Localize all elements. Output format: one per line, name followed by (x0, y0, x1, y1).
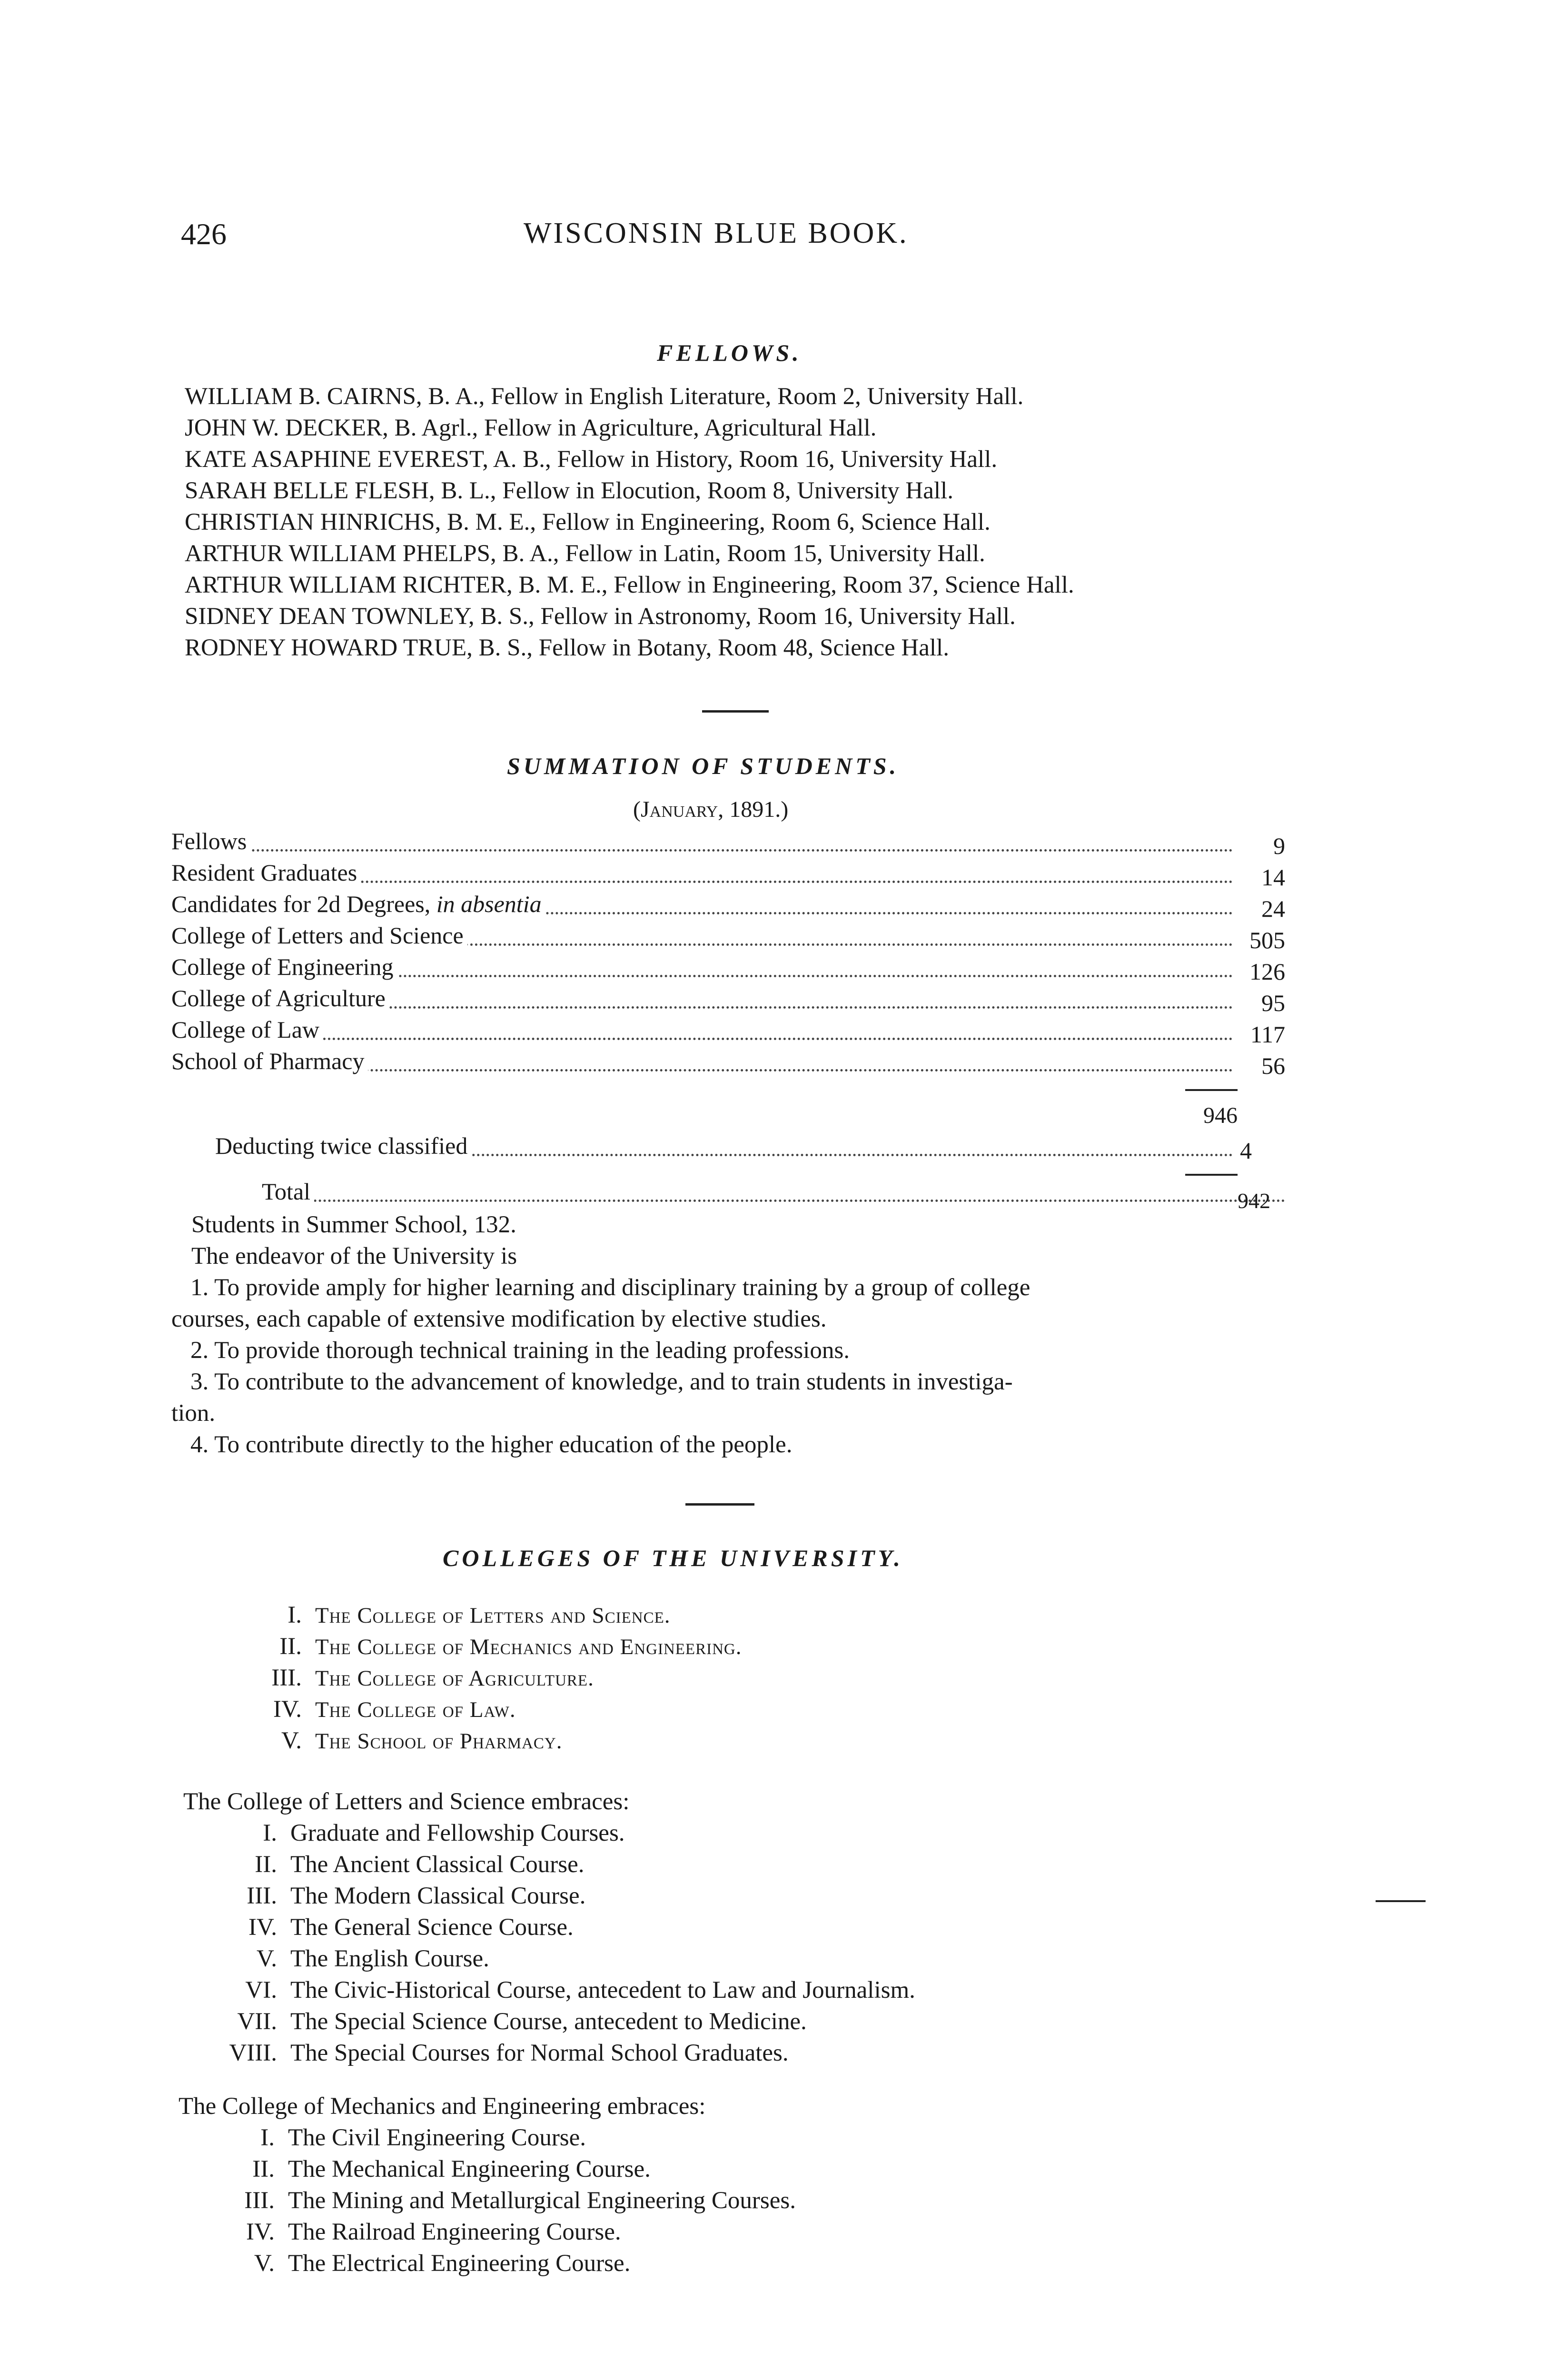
summation-date: (January, 1891.) (633, 797, 789, 822)
roman-numeral: VIII. (229, 2040, 277, 2066)
row-value: 56 (1261, 1052, 1285, 1079)
course-name: The Civic-Historical Course, antecedent to Law and Journalism. (290, 1977, 915, 2003)
row-value: 126 (1249, 958, 1285, 985)
row-label: School of Pharmacy (171, 1047, 368, 1075)
summation-row (171, 922, 1285, 953)
roman-numeral: II. (255, 1851, 277, 1878)
endeavor-line: 1. To provide amply for higher learning and disciplinary training by a group of college (190, 1274, 1031, 1301)
roman-numeral: II. (279, 1633, 302, 1660)
college-item (287, 1599, 742, 1631)
course-name: The Special Courses for Normal School Graduates. (290, 2040, 789, 2066)
roman-numeral: III. (247, 1883, 277, 1909)
total-rule (1185, 1174, 1238, 1176)
college-item (281, 1725, 742, 1756)
total-table (171, 1178, 1285, 1209)
summation-row (171, 1047, 1285, 1079)
deduct-value: 4 (1240, 1137, 1252, 1164)
row-label: College of Law (171, 1016, 323, 1043)
fellow-entry: KATE ASAPHINE EVEREST, A. B., Fellow in History, Room 16, University Hall. (185, 446, 998, 473)
roman-numeral: IV. (246, 2219, 275, 2245)
page-number: 426 (181, 217, 227, 251)
summation-row (171, 890, 1285, 922)
roman-numeral: VI. (245, 1977, 277, 2003)
total-value: 942 (1238, 1189, 1270, 1213)
roman-numeral: I. (260, 2124, 275, 2151)
fellows-list (185, 381, 1074, 664)
row-label (171, 890, 545, 918)
roman-numeral: I. (287, 1602, 302, 1628)
course-item (247, 1880, 915, 1912)
row-label-italic: in absentia (436, 891, 542, 917)
summation-row (171, 984, 1285, 1016)
fellow-entry: CHRISTIAN HINRICHS, B. M. E., Fellow in Engineering, Room 6, Science Hall. (185, 509, 991, 536)
course-name: The Railroad Engineering Course. (288, 2219, 621, 2245)
college-name: The School of Pharmacy. (315, 1729, 563, 1754)
row-value: 14 (1261, 864, 1285, 891)
endeavor-line: tion. (171, 1400, 216, 1427)
fellow-entry: WILLIAM B. CAIRNS, B. A., Fellow in English Literature, Room 2, University Hall. (185, 383, 1024, 410)
summation-row (171, 953, 1285, 984)
leader-dots (262, 1200, 1285, 1202)
row-label: College of Letters and Science (171, 922, 467, 949)
college-name: The College of Letters and Science. (315, 1603, 671, 1628)
row-label: College of Engineering (171, 953, 397, 981)
course-name: The Electrical Engineering Course. (288, 2250, 631, 2277)
fellow-entry: RODNEY HOWARD TRUE, B. S., Fellow in Botany, Room 48, Science Hall. (185, 635, 949, 661)
course-item (244, 2185, 796, 2216)
course-item (246, 2216, 796, 2248)
roman-numeral: V. (254, 2250, 275, 2277)
endeavor-list (171, 1272, 1031, 1460)
deduct-row (171, 1132, 1285, 1163)
summer-school-line: Students in Summer School, 132. (191, 1211, 516, 1238)
college-item (279, 1631, 742, 1662)
course-name: The Mechanical Engineering Course. (288, 2156, 651, 2182)
course-item (255, 1849, 915, 1880)
deduct-table (171, 1132, 1285, 1163)
colleges-title: COLLEGES OF THE UNIVERSITY. (443, 1545, 903, 1571)
endeavor-intro: The endeavor of the University is (191, 1243, 517, 1269)
course-name: The Modern Classical Course. (290, 1883, 586, 1909)
fellow-entry: SIDNEY DEAN TOWNLEY, B. S., Fellow in Astronomy, Room 16, University Hall. (185, 603, 1016, 630)
course-item (260, 2122, 796, 2153)
course-name: The General Science Course. (290, 1914, 574, 1941)
college-name: The College of Agriculture. (315, 1666, 594, 1691)
college-item (271, 1662, 742, 1694)
course-name: The Mining and Metallurgical Engineering Courses. (288, 2187, 796, 2214)
roman-numeral: II. (252, 2156, 275, 2182)
row-value: 95 (1261, 990, 1285, 1016)
endeavor-line: 2. To provide thorough technical training in the leading professions. (190, 1337, 850, 1364)
mechanics-intro: The College of Mechanics and Engineering embraces: (178, 2093, 706, 2120)
summation-title: SUMMATION OF STUDENTS. (507, 753, 900, 779)
endeavor-line: 4. To contribute directly to the higher education of the people. (190, 1431, 793, 1458)
mechanics-courses-list (244, 2122, 796, 2279)
row-value: 24 (1261, 895, 1285, 922)
course-item (263, 1817, 915, 1849)
roman-numeral: VII. (237, 2008, 277, 2035)
subtotal-rule (1376, 1900, 1426, 1902)
roman-numeral: V. (281, 1727, 302, 1754)
course-name: The English Course. (290, 1945, 489, 1972)
fellow-entry: ARTHUR WILLIAM PHELPS, B. A., Fellow in Latin, Room 15, University Hall. (185, 540, 985, 567)
row-label: Fellows (171, 827, 250, 855)
row-value: 117 (1250, 1021, 1285, 1048)
roman-numeral: V. (256, 1945, 277, 1972)
course-name: The Civil Engineering Course. (288, 2124, 586, 2151)
course-name: Graduate and Fellowship Courses. (290, 1820, 625, 1846)
college-name: The College of Mechanics and Engineering. (315, 1635, 742, 1659)
roman-numeral: III. (244, 2187, 275, 2214)
row-label: Resident Graduates (171, 859, 361, 886)
college-name: The College of Law. (315, 1697, 516, 1722)
roman-numeral: IV. (273, 1696, 302, 1723)
subtotal-rule (1185, 1089, 1238, 1091)
total-label: Total (262, 1178, 314, 1205)
letters-courses-list (229, 1817, 915, 2069)
summation-row (171, 827, 1285, 859)
course-item (237, 2006, 915, 2037)
row-value: 9 (1273, 833, 1285, 859)
leader-dots (171, 1038, 1233, 1040)
fellow-entry: SARAH BELLE FLESH, B. L., Fellow in Elocution, Room 8, University Hall. (185, 477, 953, 504)
running-head: WISCONSIN BLUE BOOK. (524, 217, 909, 249)
deduct-label: Deducting twice classified (215, 1132, 471, 1160)
fellows-title: FELLOWS. (657, 339, 802, 366)
endeavor-line: 3. To contribute to the advancement of knowledge, and to train students in investiga- (190, 1368, 1013, 1395)
course-item (245, 1974, 915, 2006)
course-item (254, 2248, 796, 2279)
college-item (273, 1694, 742, 1725)
course-item (248, 1912, 915, 1943)
summer-school-block (191, 1209, 517, 1272)
fellow-entry: JOHN W. DECKER, B. Agrl., Fellow in Agriculture, Agricultural Hall. (185, 415, 877, 441)
course-name: The Ancient Classical Course. (290, 1851, 585, 1878)
roman-numeral: IV. (248, 1914, 277, 1941)
total-row (171, 1178, 1285, 1209)
subtotal-value: 946 (1203, 1103, 1238, 1128)
section-divider (685, 1503, 754, 1506)
course-item (252, 2153, 796, 2185)
summation-row (171, 859, 1285, 890)
letters-intro: The College of Letters and Science embraces: (183, 1788, 630, 1815)
course-item (256, 1943, 915, 1974)
row-label: College of Agriculture (171, 984, 389, 1012)
course-name: The Special Science Course, antecedent to Medicine. (290, 2008, 807, 2035)
leader-dots (171, 849, 1233, 852)
section-divider (702, 710, 769, 713)
roman-numeral: I. (263, 1820, 277, 1846)
row-value: 505 (1249, 927, 1285, 953)
roman-numeral: III. (271, 1665, 302, 1691)
page-header (181, 217, 1323, 259)
fellow-entry: ARTHUR WILLIAM RICHTER, B. M. E., Fellow in Engineering, Room 37, Science Hall. (185, 572, 1074, 598)
colleges-list (271, 1599, 742, 1756)
row-label-prefix: Candidates for 2d Degrees, (171, 891, 436, 917)
summation-row (171, 1016, 1285, 1047)
endeavor-line: courses, each capable of extensive modification by elective studies. (171, 1306, 827, 1332)
course-item (229, 2037, 915, 2069)
summation-table (171, 827, 1285, 1079)
